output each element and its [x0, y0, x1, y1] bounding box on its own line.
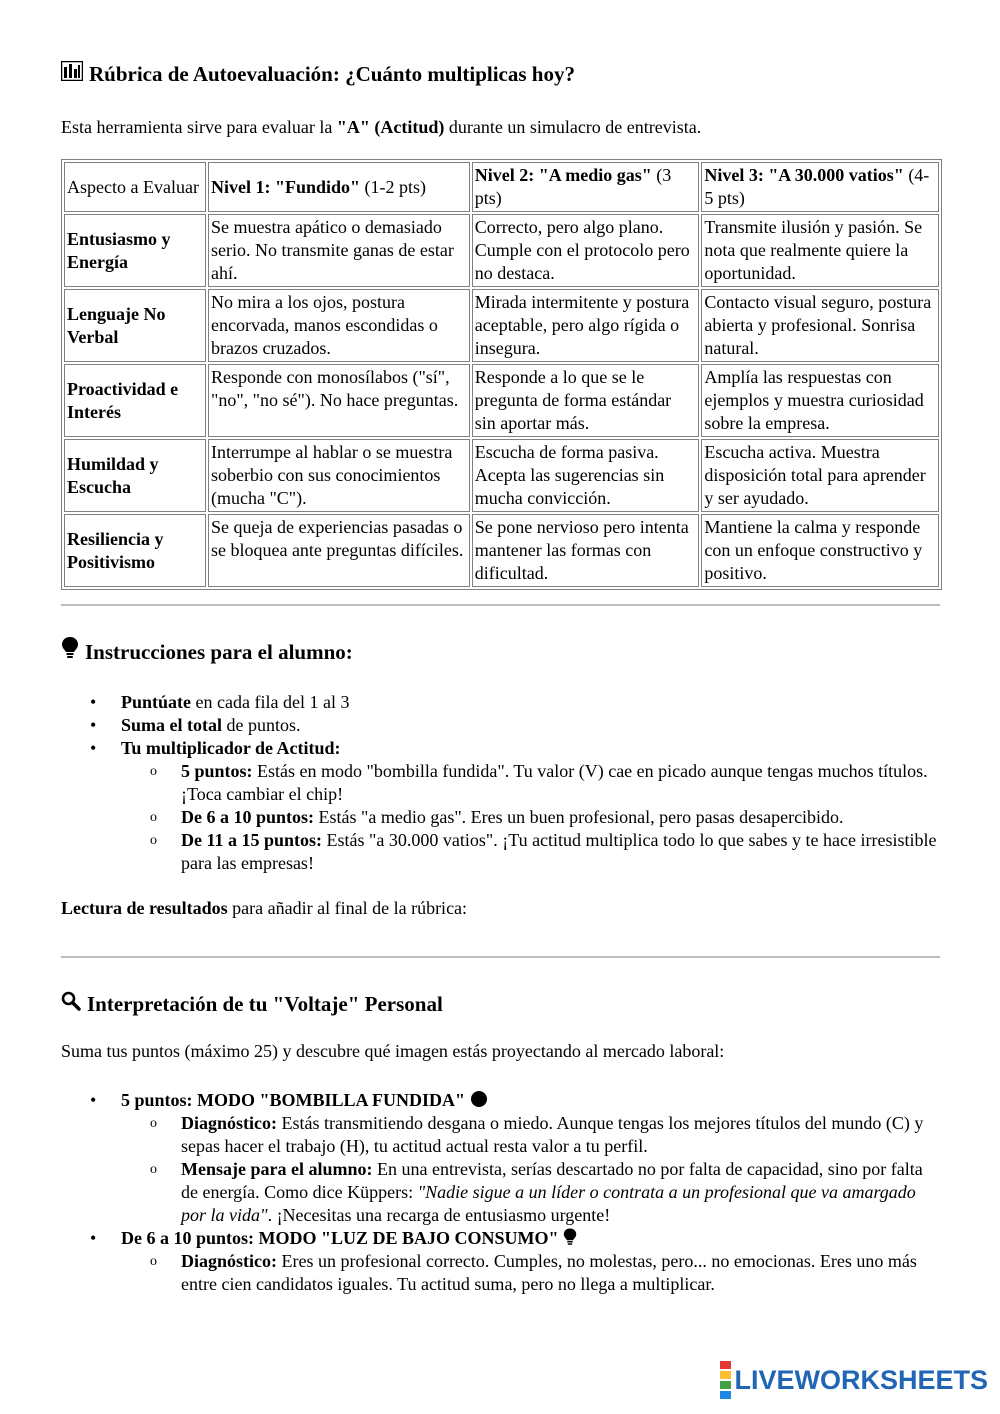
level-2-cell: Escucha de forma pasiva. Acepta las sugerencias sin mucha convicción. — [472, 439, 700, 512]
list-item: o De 6 a 10 puntos: Estás "a medio gas". Eres un buen profesional, pero pasas desapercibido. — [121, 806, 940, 829]
instructions-list — [61, 691, 940, 875]
header-aspect: Aspecto a Evaluar — [64, 162, 206, 212]
rubric-header-row — [64, 162, 939, 212]
intro-paragraph: Esta herramienta sirve para evaluar la "A" (Actitud) durante un simulacro de entrevista. — [61, 117, 702, 137]
liveworksheets-text: LIVEWORKSHEETS — [734, 1364, 988, 1395]
aspect-cell: Entusiasmo y Energía — [64, 214, 206, 287]
section-divider — [61, 604, 940, 606]
results-reading-paragraph: Lectura de resultados para añadir al final de la rúbrica: — [61, 898, 468, 918]
level-1-cell: Se queja de experiencias pasadas o se bloquea ante preguntas difíciles. — [208, 514, 470, 587]
level-2-cell: Mirada intermitente y postura aceptable, pero algo rígida o insegura. — [472, 289, 700, 362]
level-1-cell: No mira a los ojos, postura encorvada, manos escondidas o brazos cruzados. — [208, 289, 470, 362]
list-item: • 5 puntos: MODO "BOMBILLA FUNDIDA" o Diagnóstico: Estás transmitiendo desgana o miedo. Aunque tengas los mejores títulos del mundo (C) y sepas hacer el trabajo (H), tu actitud actual resta valor a tu perfil. o Mensaje para el alumno: En una entrevista, serías descartado no por falta de capacidad, sino por falta de energía. Como dice Küppers: "Nadie sigue a un líder o contrata a un profesional que va amargado por la vida". ¡Necesitas una recarga de entusiasmo urgente! — [61, 1089, 940, 1227]
level-3-cell: Escucha activa. Muestra disposición total para aprender y ser ayudado. — [701, 439, 939, 512]
list-item: o Diagnóstico: Estás transmitiendo desgana o miedo. Aunque tengas los mejores títulos del mundo (C) y sepas hacer el trabajo (H), tu actitud actual resta valor a tu perfil. — [121, 1112, 940, 1158]
page-title — [61, 60, 940, 88]
rubric-row — [64, 439, 939, 512]
level-1-cell: Interrumpe al hablar o se muestra soberbio con sus conocimientos (mucha "C"). — [208, 439, 470, 512]
section-divider — [61, 956, 940, 958]
page-title-text: Rúbrica de Autoevaluación: ¿Cuánto multiplicas hoy? — [89, 62, 575, 86]
list-item: o Mensaje para el alumno: En una entrevista, serías descartado no por falta de capacidad, sino por falta de energía. Como dice Küppers: "Nadie sigue a un líder o contrata a un profesional que va amargado por la vida". ¡Necesitas una recarga de entusiasmo urgente! — [121, 1158, 940, 1227]
aspect-cell: Humildad y Escucha — [64, 439, 206, 512]
aspect-cell: Proactividad e Interés — [64, 364, 206, 437]
black-circle-icon — [470, 1090, 488, 1110]
list-item: o Diagnóstico: Eres un profesional correcto. Cumples, no molestas, pero... no emocionas. Eres uno más entre cien candidatos iguales. Tu actitud suma, pero no llega a multiplicar. — [121, 1250, 940, 1296]
list-item: • Suma el total de puntos. — [61, 714, 940, 737]
list-item: • De 6 a 10 puntos: MODO "LUZ DE BAJO CONSUMO" o Diagnóstico: Eres un profesional correcto. Cumples, no molestas, pero... no emocionas. Eres uno más entre cien candidatos iguales. Tu actitud suma, pero no llega a multiplicar. — [61, 1227, 940, 1296]
aspect-cell: Resiliencia y Positivismo — [64, 514, 206, 587]
aspect-cell: Lenguaje No Verbal — [64, 289, 206, 362]
level-3-cell: Contacto visual seguro, postura abierta y profesional. Sonrisa natural. — [701, 289, 939, 362]
mode1-sublist — [121, 1112, 940, 1227]
mode2-sublist — [121, 1250, 940, 1296]
multiplier-sublist — [121, 760, 940, 875]
lightbulb-icon — [563, 1228, 577, 1248]
rubric-row — [64, 514, 939, 587]
list-item: o De 11 a 15 puntos: Estás "a 30.000 vatios". ¡Tu actitud multiplica todo lo que sabes y te hace irresistible para las empresas! — [121, 829, 940, 875]
list-item: • Tu multiplicador de Actitud: o 5 puntos: Estás en modo "bombilla fundida". Tu valor (V) cae en picado aunque tengas muchos títulos. ¡Toca cambiar el chip! o De 6 a 10 puntos: Estás "a medio gas". Eres un buen profesional, pero pasas desapercibido. o De 11 a 15 puntos: Estás "a 30.000 vatios". ¡Tu actitud multiplica todo lo que sabes y te hace irresistible para las empresas! — [61, 737, 940, 875]
list-item: • Puntúate en cada fila del 1 al 3 — [61, 691, 940, 714]
interpretation-list — [61, 1089, 940, 1296]
header-level-2: Nivel 2: "A medio gas" (3 pts) — [472, 162, 700, 212]
level-3-cell: Transmite ilusión y pasión. Se nota que realmente quiere la oportunidad. — [701, 214, 939, 287]
worksheet-page — [61, 60, 940, 1296]
list-item: o 5 puntos: Estás en modo "bombilla fundida". Tu valor (V) cae en picado aunque tengas muchos títulos. ¡Toca cambiar el chip! — [121, 760, 940, 806]
rubric-row — [64, 289, 939, 362]
interpretation-intro: Suma tus puntos (máximo 25) y descubre qué imagen estás proyectando al mercado laboral: — [61, 1041, 725, 1061]
lightbulb-icon — [61, 636, 79, 667]
level-2-cell: Correcto, pero algo plano. Cumple con el protocolo pero no destaca. — [472, 214, 700, 287]
level-2-cell: Responde a lo que se le pregunta de forma estándar sin aportar más. — [472, 364, 700, 437]
level-3-cell: Mantiene la calma y responde con un enfoque constructivo y positivo. — [701, 514, 939, 587]
header-level-3: Nivel 3: "A 30.000 vatios" (4-5 pts) — [701, 162, 939, 212]
magnifier-icon — [61, 990, 81, 1018]
interpretation-heading: Interpretación de tu "Voltaje" Personal — [61, 990, 940, 1018]
rubric-row — [64, 214, 939, 287]
level-1-cell: Responde con monosílabos ("sí", "no", "no sé"). No hace preguntas. — [208, 364, 470, 437]
bar-chart-icon — [61, 60, 83, 88]
instructions-heading: Instrucciones para el alumno: — [61, 636, 940, 667]
header-level-1: Nivel 1: "Fundido" (1-2 pts) — [208, 162, 470, 212]
liveworksheets-logo — [720, 1360, 988, 1400]
level-1-cell: Se muestra apático o demasiado serio. No transmite ganas de estar ahí. — [208, 214, 470, 287]
rubric-table — [61, 159, 942, 590]
level-3-cell: Amplía las respuestas con ejemplos y muestra curiosidad sobre la empresa. — [701, 364, 939, 437]
liveworksheets-mark-icon — [720, 1360, 731, 1400]
level-2-cell: Se pone nervioso pero intenta mantener las formas con dificultad. — [472, 514, 700, 587]
rubric-row — [64, 364, 939, 437]
